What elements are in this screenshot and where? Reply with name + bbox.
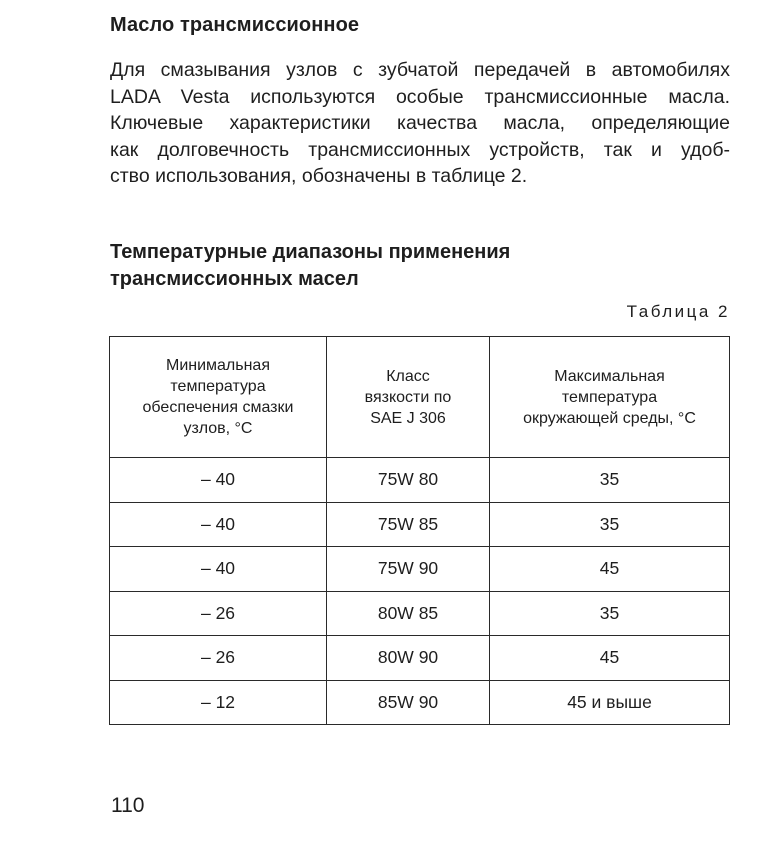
cell-min-temp: – 40	[110, 547, 327, 592]
paragraph-line: Ключевые характеристики качества масла, определяющие	[110, 112, 730, 134]
table-title-line: Температурные диапазоны применения	[110, 241, 511, 263]
cell-viscosity: 75W 80	[327, 458, 490, 503]
header-viscosity-class: Класс вязкости по SAE J 306	[327, 337, 490, 458]
cell-min-temp: – 26	[110, 591, 327, 636]
cell-min-temp: – 40	[110, 502, 327, 547]
table-title	[110, 239, 510, 293]
table-row	[110, 458, 730, 503]
section-title: Масло трансмиссионное	[110, 14, 360, 36]
cell-viscosity: 80W 85	[327, 591, 490, 636]
header-max-temperature: Максимальная температура окружающей среды, °С	[490, 337, 730, 458]
paragraph-line: LADA Vesta используются особые трансмиссионные масла.	[110, 85, 730, 108]
table-row	[110, 547, 730, 592]
cell-viscosity: 85W 90	[327, 680, 490, 725]
cell-max-temp: 45	[490, 547, 730, 592]
intro-paragraph	[110, 57, 730, 190]
cell-viscosity: 75W 90	[327, 547, 490, 592]
cell-max-temp: 35	[490, 502, 730, 547]
cell-min-temp: – 26	[110, 636, 327, 681]
table-caption: Таблица 2	[626, 302, 730, 321]
oil-temperature-table	[109, 336, 730, 725]
cell-max-temp: 45	[490, 636, 730, 681]
cell-min-temp: – 40	[110, 458, 327, 503]
table-header-row	[110, 337, 730, 458]
cell-viscosity: 75W 85	[327, 502, 490, 547]
paragraph-line: Для смазывания узлов с зубчатой передачей в автомобилях	[110, 59, 730, 81]
cell-max-temp: 35	[490, 591, 730, 636]
cell-min-temp: – 12	[110, 680, 327, 725]
cell-max-temp: 45 и выше	[490, 680, 730, 725]
table-row	[110, 591, 730, 636]
table-row	[110, 680, 730, 725]
paragraph-line: как долговечность трансмиссионных устройств, так и удоб-	[110, 138, 730, 161]
page-number: 110	[111, 794, 145, 817]
table-title-line: трансмиссионных масел	[110, 268, 359, 290]
header-min-temperature: Минимальная температура обеспечения смазки узлов, °С	[110, 337, 327, 458]
paragraph-line: ство использования, обозначены в таблице 2.	[110, 165, 528, 187]
cell-viscosity: 80W 90	[327, 636, 490, 681]
table-row	[110, 636, 730, 681]
cell-max-temp: 35	[490, 458, 730, 503]
table-row	[110, 502, 730, 547]
